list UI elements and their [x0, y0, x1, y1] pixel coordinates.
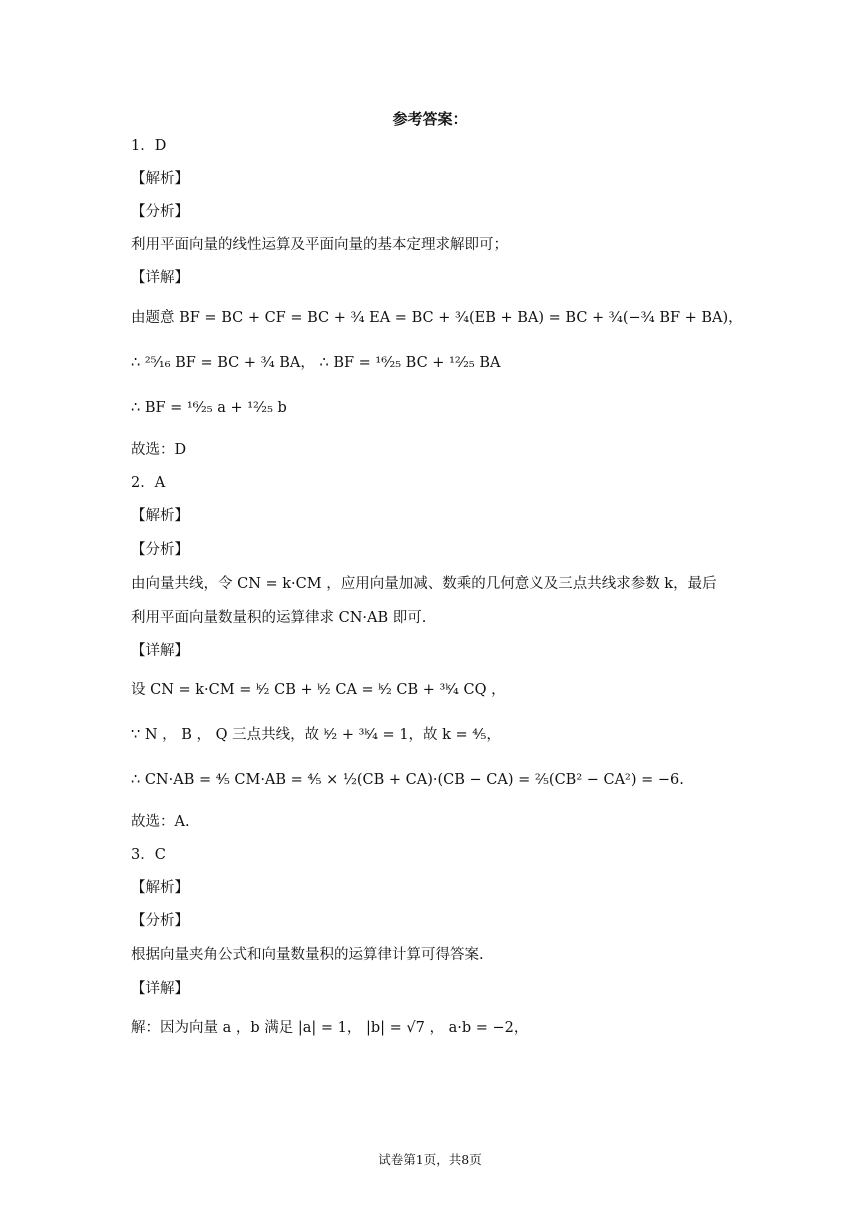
text-line: 【解析】 [131, 880, 189, 896]
text-line: 【详解】 [131, 270, 189, 286]
text-line: 【分析】 [131, 204, 189, 220]
text-line: 【详解】 [131, 981, 189, 997]
math-line: ∴ CN·AB = ⁴⁄₅ CM·AB = ⁴⁄₅ × ½(CB + CA)·(CB − CA) = ²⁄₅(CB² − CA²) = −6. [131, 772, 684, 788]
math-line: ∴ ²⁵⁄₁₆ BF = BC + ³⁄₄ BA， ∴ BF = ¹⁶⁄₂₅ BC + ¹²⁄₂₅ BA [131, 355, 501, 371]
math-line: 解：因为向量 a ，b 满足 |a| = 1， |b| = √7 ， a·b = −2， [131, 1020, 529, 1036]
math-line: 利用平面向量数量积的运算律求 CN·AB 即可. [131, 610, 427, 626]
text-line: 【详解】 [131, 643, 189, 659]
text-line: 故选：A. [131, 814, 190, 830]
text-line: 根据向量夹角公式和向量数量积的运算律计算可得答案. [131, 947, 484, 963]
page-title: 参考答案： [392, 110, 468, 128]
text-line: 2．A [131, 475, 166, 491]
page-footer: 试卷第1页，共8页 [378, 1152, 482, 1167]
math-line: 由题意 BF = BC + CF = BC + ³⁄₄ EA = BC + ³⁄₄(EB + BA) = BC + ³⁄₄(−³⁄₄ BF + BA)， [131, 310, 743, 326]
text-line: 【解析】 [131, 171, 189, 187]
math-line: ∴ BF = ¹⁶⁄₂₅ a + ¹²⁄₂₅ b [131, 400, 287, 416]
math-line: 设 CN = k·CM = ᵏ⁄₂ CB + ᵏ⁄₂ CA = ᵏ⁄₂ CB + ³ᵏ⁄₄ CQ ， [131, 682, 506, 698]
text-line: 【分析】 [131, 913, 189, 929]
math-line: ∵ N ， B ， Q 三点共线，故 ᵏ⁄₂ + ³ᵏ⁄₄ = 1，故 k = ⁴⁄₅， [131, 727, 501, 743]
math-line: 由向量共线，令 CN = k·CM ，应用向量加减、数乘的几何意义及三点共线求参数 k，最后 [131, 576, 717, 592]
text-line: 故选：D [131, 442, 187, 458]
text-line: 利用平面向量的线性运算及平面向量的基本定理求解即可； [131, 237, 508, 253]
text-line: 3．C [131, 847, 166, 863]
text-line: 【解析】 [131, 508, 189, 524]
text-line: 1．D [131, 138, 167, 154]
text-line: 【分析】 [131, 542, 189, 558]
